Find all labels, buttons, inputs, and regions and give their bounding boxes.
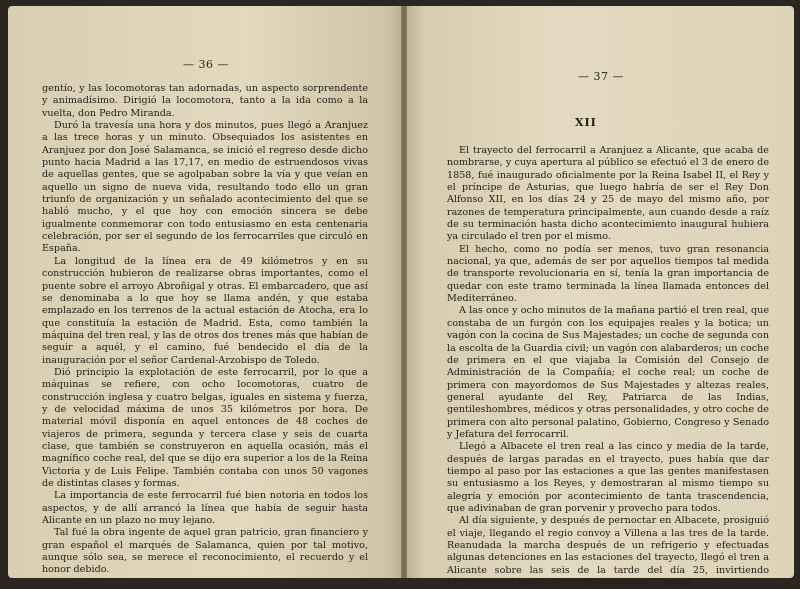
right-page-text — [447, 145, 769, 589]
right-page — [403, 6, 794, 589]
page-number-left: — 36 — — [183, 58, 229, 71]
page-number-right: — 37 — — [578, 70, 624, 83]
paragraph: Al día siguiente, y después de pernoctar en Albacete, prosiguió el viaje, llegando el regio convoy a Villena a las tres de la tarde. Reanudada la marcha después de un refrigerio y efectuadas algunas detenciones en las estaciones del trayecto, llegó el tren a Alicante sobre las seis de la tarde del día 25, invirtiendo totalmente en aquel recorrido ferroviario la mitad — [447, 515, 769, 589]
left-page-text — [42, 83, 368, 577]
paragraph: Llegó a Albacete el tren real a las cinco y media de la tarde, después de largas paradas en el trayecto, pues había que dar tiempo al paso por las estaciones a que las gentes manifestasen su entusiasmo a los Reyes, y demostraran al mismo tiempo su alegría y emoción por acontecimiento de tanta trascendencia, que adivinaban de gran porvenir y provecho para todos. — [447, 441, 769, 514]
paragraph: A las once y ocho minutos de la mañana partió el tren real, que constaba de un furgón con los equipajes reales y la botica; un vagón con la cocina de Sus Majestades; un coche de segunda con la escolta de la Guardia civil; un vagón con alabarderos; un coche de primera en el que viajaba la Comisión del Consejo de Administración de la Compañía; el coche real; un coche de primera con mayordomos de Sus Majestades y altezas reales, general ayudante del Rey, Patriarca de las Indias, gentileshombres, médicos y otras personalidades, y otro coche de primera con alto personal palatino, Gobierno, Congreso y Senado y Jefatura del ferrocarril. — [447, 305, 769, 440]
paragraph: El hecho, como no podía ser menos, tuvo gran resonancia nacional, ya que, además de ser por aquellos tiempos tal medida de transporte revolucionaria en sí, tenía la gran importancia de quedar con este tramo terminada la línea llamada entonces del Mediterráneo. — [447, 243, 769, 305]
open-book — [8, 6, 794, 589]
paragraph: Dió principio la explotación de este ferrocarril, por lo que a máquinas se refiere, con ocho locomotoras, cuatro de construcción inglesa y cuatro belgas, iguales en sistema y fuerza, y de velocidad máxima de unos 35 kilómetros por hora. De material móvil disponía en aquel entonces de 48 coches de viajeros de primera, segunda y tercera clase y seis de cuarta clase, que también se construyeron en aquella ocasión, más el magnífico coche real, del que se dijo era superior a los de la Reina Victoria y de Luis Felipe. También contaba con unos 50 vagones de distintas clases y formas. — [42, 366, 368, 489]
left-page — [8, 6, 403, 578]
chapter-title: XII — [575, 116, 597, 129]
paragraph: La longitud de la línea era de 49 kilómetros y en su construcción hubieron de realizarse obras importantes, como el puente sobre el arroyo Abroñigal y otras. El embarcadero, que así se denominaba a lo que hoy se llama andén, y que estaba emplazado en los terrenos de la actual estación de Atocha, era lo que constituía la estación de Madrid. Esta, como también la máquina del tren real, y las de otros dos trenes más que habían de seguir a aquél, y el camino, fué bendecido el día de la inauguración por el señor Cardenal-Arzobispo de Toledo. — [42, 255, 368, 366]
paragraph: La importancia de este ferrocarril fué bien notoria en todos los aspectos, y de allí arrancó la línea que había de seguir hasta Alicante en un plazo no muy lejano. — [42, 490, 368, 527]
paragraph: gentío, y las locomotoras tan adornadas, un aspecto sorprendente y animadísimo. Dirigió la locomotora, tanto a la ida como a la vuelta, don Pedro Miranda. — [42, 83, 368, 119]
paragraph: El trayecto del ferrocarril a Aranjuez a Alicante, que acaba de nombrarse, y cuya apertura al público se efectuó el 3 de enero de 1858, fué inaugurado oficialmente por la Reina Isabel II, el Rey y el príncipe de Asturias, que luego habría de ser el Rey Don Alfonso XII, en los días 24 y 25 de mayo del mismo año, por razones de temperatura principalmente, aun cuando desde a raíz de su terminación hasta dicho acontecimiento inaugural hubiera ya circulado el tren por el mismo. — [447, 145, 769, 243]
paragraph: Tal fué la obra ingente de aquel gran patricio, gran financiero y gran español el marqués de Salamanca, quien por tal motivo, aunque sólo sea, se merece el reconocimiento, el recuerdo y el honor debido. — [42, 527, 368, 576]
book-spine — [401, 6, 407, 578]
paragraph: Duró la travesía una hora y dos minutos, pues llegó a Aranjuez a las trece horas y un minuto. Obsequiados los asistentes en Aranjuez por don José Salamanca, se inició el regreso desde dicho punto hacia Madrid a las 17,17, en medio de estruendosos vivas de aquellas gentes, que se agolpaban sobre la vía y que veían en aquello un signo de nueva vida, resultando todo ello un gran triunfo de organización y un señalado acontecimiento del que se habló mucho, y el que hoy con emoción sincera se debe igualmente conmemorar con todo entusiasmo en esta centenaria celebración, por ser el segundo de los ferrocarriles que circuló en España. — [42, 120, 368, 255]
